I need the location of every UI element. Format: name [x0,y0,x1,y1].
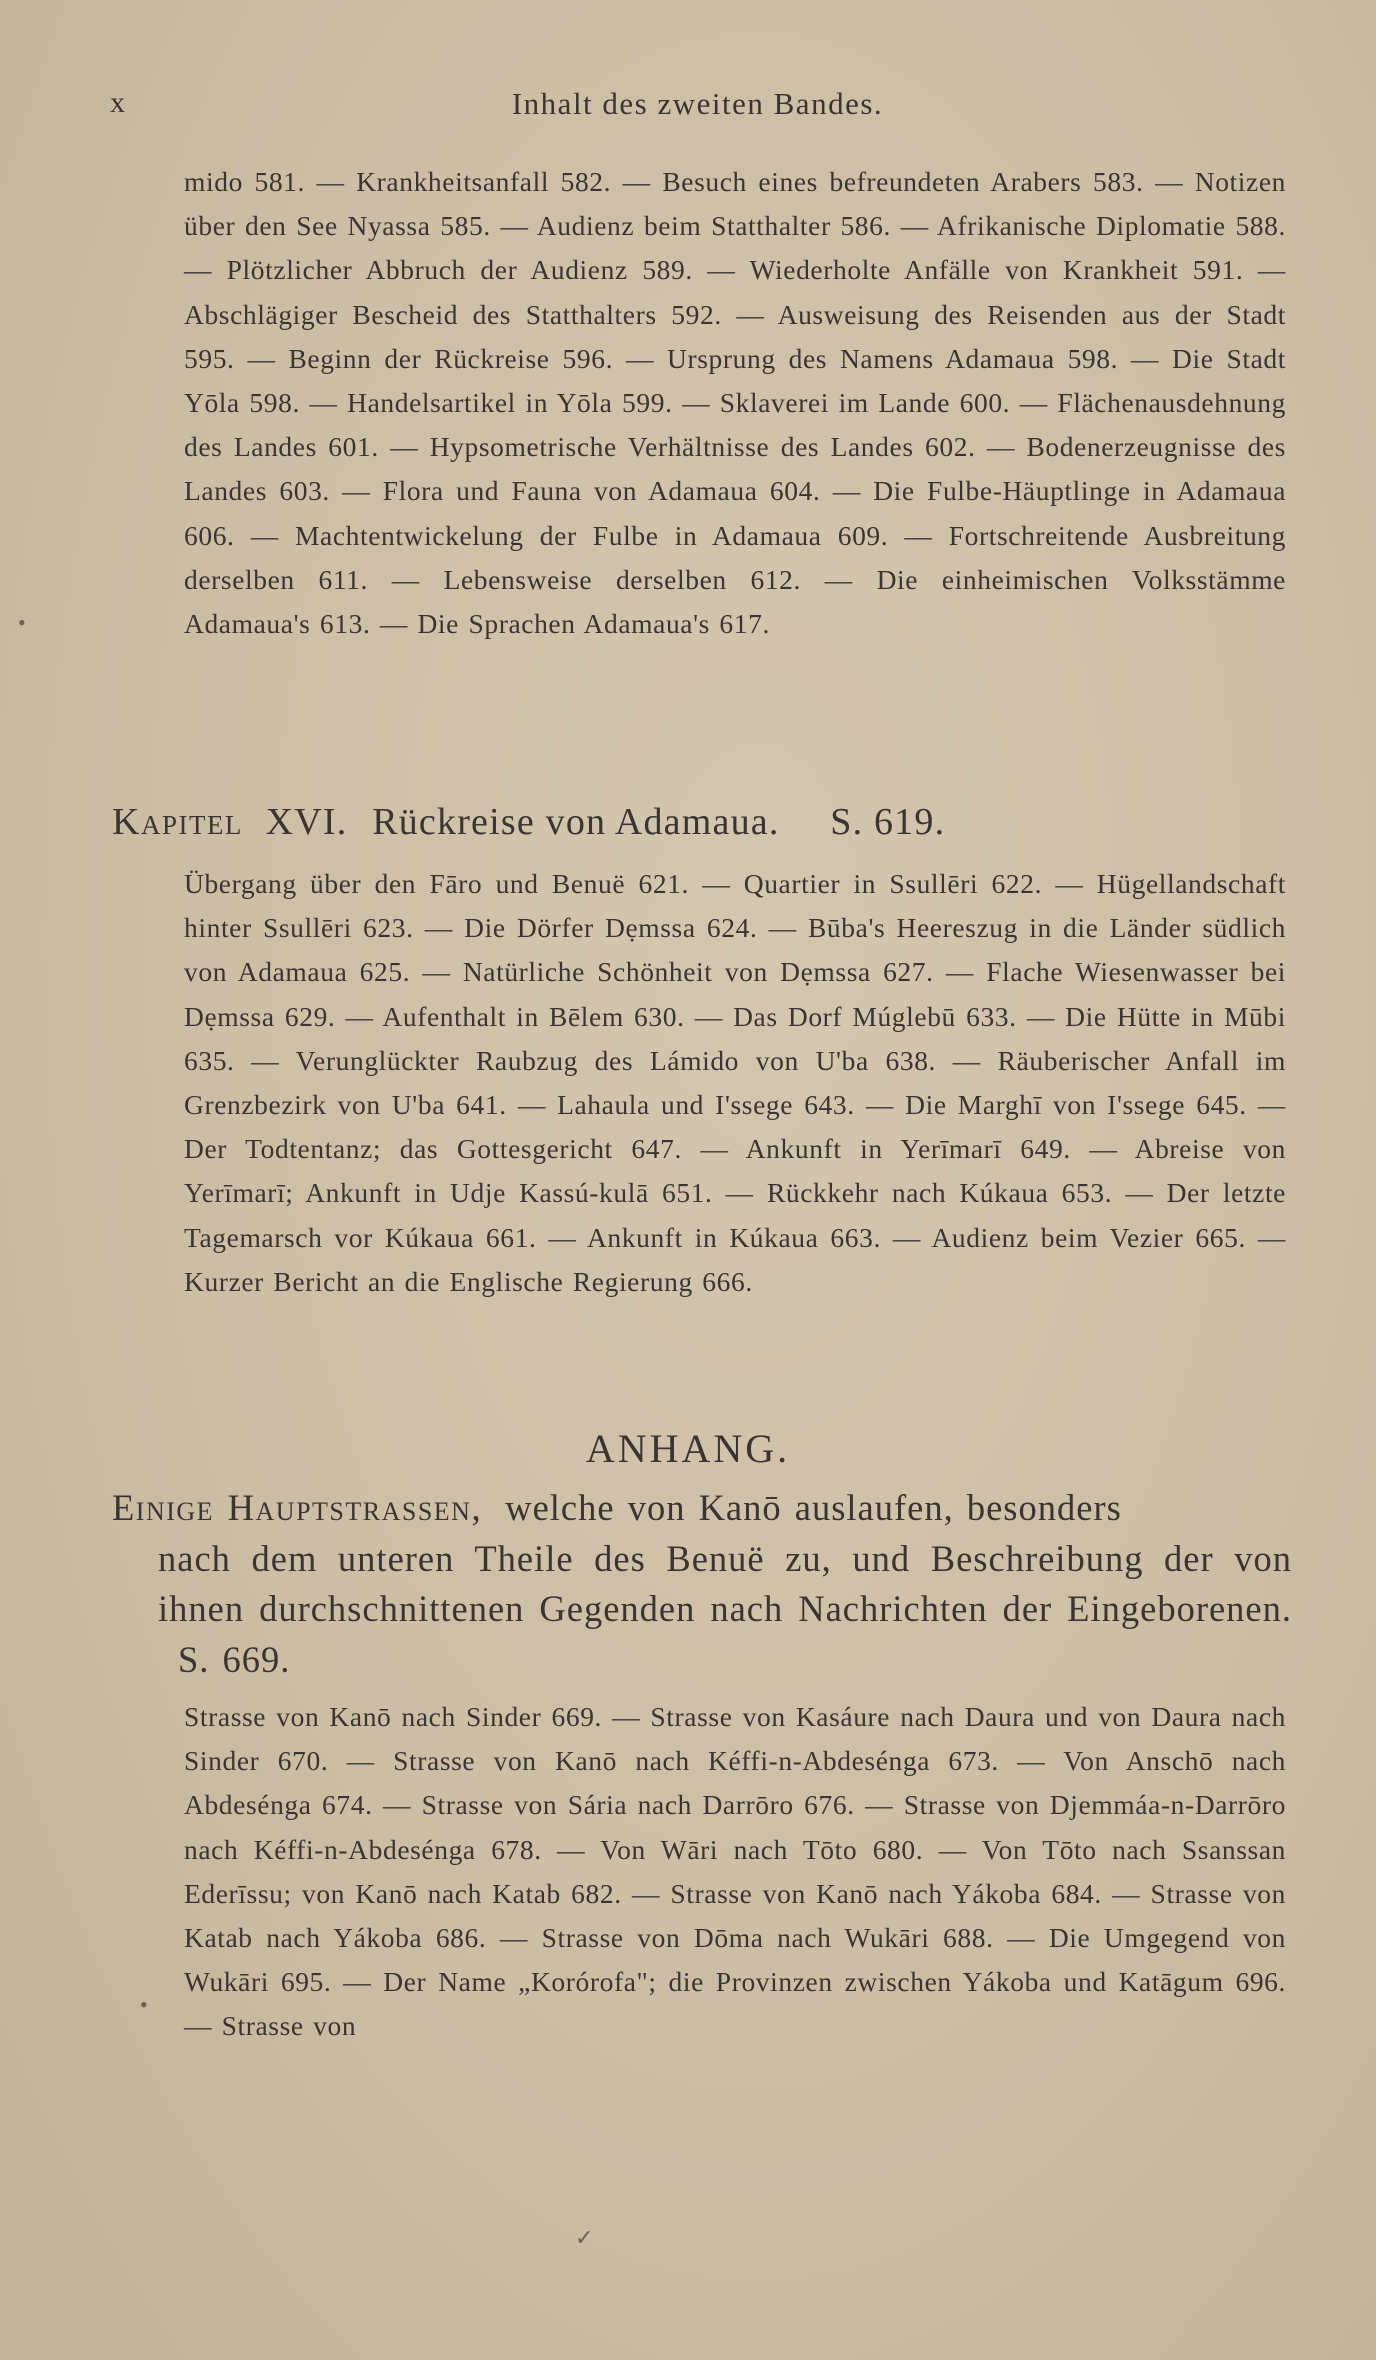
toc-continued-entries: mido 581. — Krankheitsanfall 582. — Besuch eines befreundeten Arabers 583. — Notizen über den See Nyassa 585. — Audienz beim Statthalter 586. — Afrikanische Diplomatie 588. — Plötzlicher Abbruch der Audienz 589. — Wiederholte Anfälle von Krankheit 591. — Abschlägiger Bescheid des Statthalters 592. — Ausweisung des Reisenden aus der Stadt 595. — Beginn der Rückreise 596. — Ursprung des Namens Adamaua 598. — Die Stadt Yōla 598. — Handelsartikel in Yōla 599. — Sklaverei im Lande 600. — Flächenausdehnung des Landes 601. — Hypsometrische Verhältnisse des Landes 602. — Bodenerzeugnisse des Landes 603. — Flora und Fauna von Adamaua 604. — Die Fulbe-Häuptlinge in Adamaua 606. — Machtentwickelung der Fulbe in Adamaua 609. — Fortschreitende Ausbreitung derselben 611. — Lebensweise derselben 612. — Die einheimischen Volksstämme Adamaua's 613. — Die Sprachen Adamaua's 617. [184,166,1286,640]
appendix-title-page: S. 669. [178,1638,291,1680]
chapter-numeral: XVI. [265,801,348,843]
appendix-title-continuation [112,1534,1292,1686]
chapter-label: Kapitel [112,801,243,843]
appendix-title-line1: welche von Kanō auslaufen, besonders [505,1487,1122,1528]
page-number: x [110,86,126,119]
appendix-title-smallcaps: Einige Hauptstrassen, [112,1487,483,1528]
appendix-title-rest: nach dem unteren Theile des Benuë zu, und Beschreibung der von ihnen durchschnittenen Gegenden nach Nachrichten der Eingeborenen. [158,1537,1292,1629]
appendix-heading: ANHANG. [585,1426,791,1471]
page-speck: • [18,610,26,635]
appendix-title-block [112,1483,1292,1685]
running-head [110,86,1285,126]
chapter-title: Rückreise von Adamaua. [372,801,780,843]
appendix-entries: Strasse von Kanō nach Sinder 669. — Strasse von Kasáure nach Daura und von Daura nach Sinder 670. — Strasse von Kanō nach Kéffi-n-Abdesénga 673. — Von Anschō nach Abdesénga 674. — Strasse von Sária nach Darrōro 676. — Strasse von Djemmáa-n-Darrōro nach Kéffi-n-Abdesénga 678. — Von Wāri nach Tōto 680. — Von Tōto nach Ssanssan Ederīssu; von Kanō nach Katab 682. — Strasse von Kanō nach Yákoba 684. — Strasse von Katab nach Yákoba 686. — Strasse von Dōma nach Wukāri 688. — Die Umgegend von Wukāri 695. — Der Name „Korórofa"; die Provinzen zwischen Yákoba und Katāgum 696. — Strasse von [184,1701,1286,2042]
chapter-entries: Übergang über den Fāro und Benuë 621. — Quartier in Ssullēri 622. — Hügellandschaft hinter Ssullēri 623. — Die Dörfer Dẹmssa 624. — Būba's Heereszug in die Länder südlich von Adamaua 625. — Natürliche Schönheit von Dẹmssa 627. — Flache Wiesenwasser bei Dẹmssa 629. — Aufenthalt in Bēlem 630. — Das Dorf Múglebū 633. — Die Hütte in Mūbi 635. — Verunglückter Raubzug des Lámido von U'ba 638. — Räuberischer Anfall im Grenzbezirk von U'ba 641. — Lahaula und I'ssege 643. — Die Marghī von I'ssege 645. — Der Todtentanz; das Gottesgericht 647. — Ankunft in Yerīmarī 649. — Abreise von Yerīmarī; Ankunft in Udje Kassú-kulā 651. — Rückkehr nach Kúkaua 653. — Der letzte Tagemarsch vor Kúkaua 661. — Ankunft in Kúkaua 663. — Audienz beim Vezier 665. — Kurzer Bericht an die Englische Regierung 666. [184,868,1286,1297]
page-speck: • [140,1992,148,2017]
chapter-page: S. 619. [830,801,946,843]
page-speck: ✓ [575,2225,594,2250]
chapter-heading [112,800,945,844]
running-title: Inhalt des zweiten Bandes. [511,86,884,121]
